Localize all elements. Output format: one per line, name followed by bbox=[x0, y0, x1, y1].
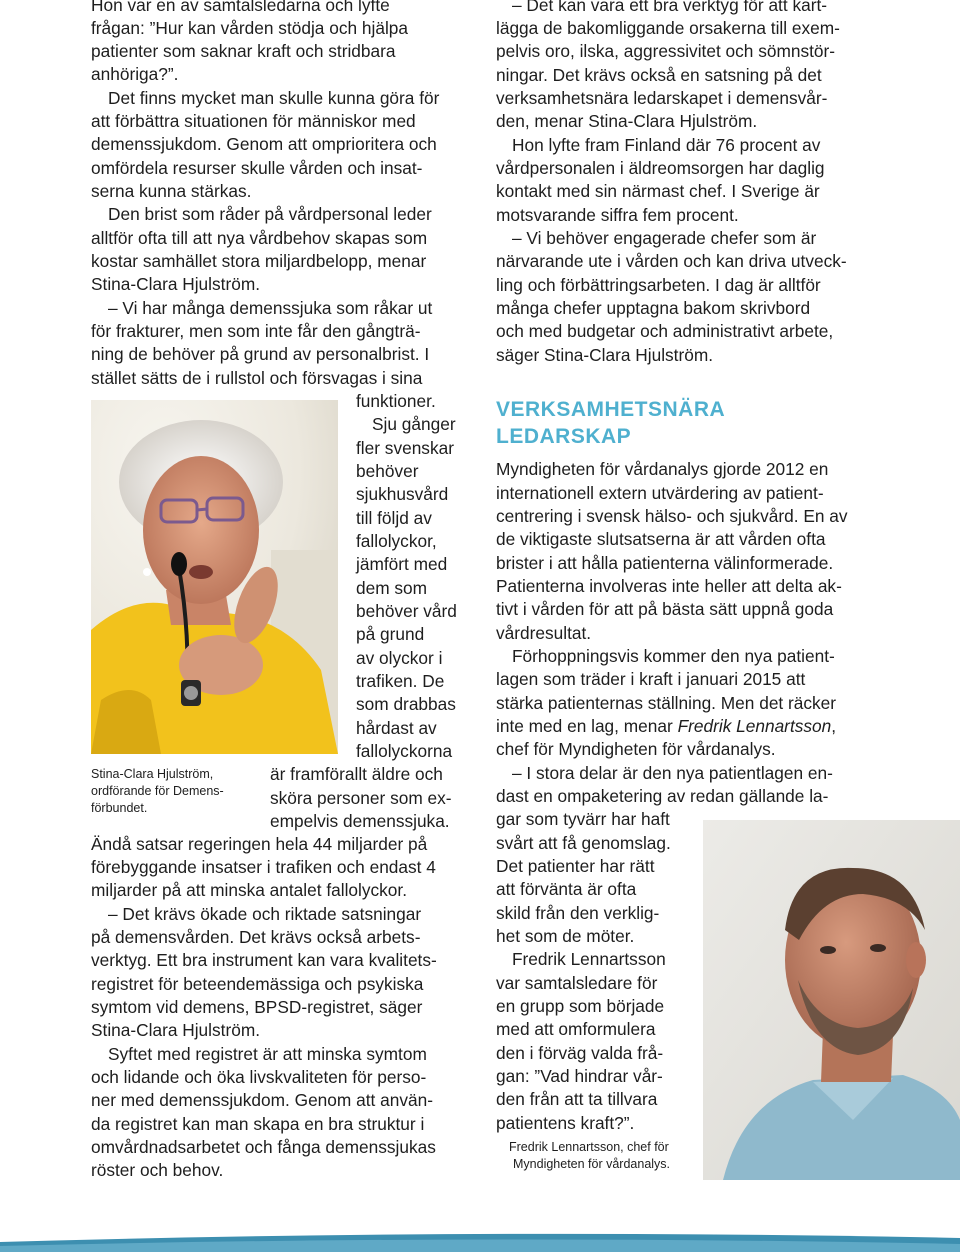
text-line: symtom vid demens, BPSD-registret, säger bbox=[91, 997, 423, 1017]
text-line: Hon lyfte fram Finland där 76 procent av bbox=[512, 135, 821, 155]
text-line: fallolyckor, bbox=[356, 531, 437, 551]
text-line: tivt i vården för att på bästa sätt uppnå goda bbox=[496, 599, 834, 619]
text-line: var samtalsledare för bbox=[496, 973, 658, 993]
text-line: Den brist som råder på vårdpersonal leder bbox=[108, 204, 432, 224]
text-line: med att omformulera bbox=[496, 1019, 656, 1039]
section-heading: LEDARSKAP bbox=[496, 425, 632, 448]
text-line: anhöriga?”. bbox=[91, 64, 179, 84]
text-line: ling och förbättringsarbeten. I dag är alltför bbox=[496, 275, 821, 295]
text-line: är framförallt äldre och bbox=[270, 764, 443, 784]
text-line: internationell extern utvärdering av patient- bbox=[496, 483, 824, 503]
text-line: kontakt med sin närmast chef. I Sverige är bbox=[496, 181, 820, 201]
text-line: – Det kan vara ett bra verktyg för att kart- bbox=[512, 0, 828, 15]
text-line: den, menar Stina-Clara Hjulström. bbox=[496, 111, 758, 131]
text-line: pelvis oro, ilska, aggressivitet och sömnstör- bbox=[496, 41, 836, 61]
text-line: stället sätts de i rullstol och försvagas i sina bbox=[91, 368, 423, 388]
text-line: frågan: ”Hur kan vården stödja och hjälpa bbox=[91, 18, 409, 38]
text-line: stärka patienternas ställning. Men det räcker bbox=[496, 693, 837, 713]
text-line: miljarder på att minska antalet fallolyckor. bbox=[91, 880, 407, 900]
text-line: – Det krävs ökade och riktade satsningar bbox=[108, 904, 422, 924]
text-line: Ändå satsar regeringen hela 44 miljarder på bbox=[91, 834, 428, 854]
text-line: Syftet med registret är att minska symtom bbox=[108, 1044, 427, 1064]
text-line: omfördela resurser skulle vården och insat- bbox=[91, 158, 423, 178]
text-line: att förbättra situationen för människor med bbox=[91, 111, 416, 131]
text-segment: , bbox=[831, 716, 837, 736]
photo-caption: ordförande för Demens- bbox=[91, 784, 224, 798]
text-line: säger Stina-Clara Hjulström. bbox=[496, 345, 714, 365]
photo-caption: förbundet. bbox=[91, 801, 148, 815]
photo-caption: Fredrik Lennartsson, chef för bbox=[509, 1140, 669, 1154]
text-line: vårdresultat. bbox=[496, 623, 592, 643]
text-line: fler svenskar bbox=[356, 438, 454, 458]
text-line: gar som tyvärr har haft bbox=[496, 809, 670, 829]
text-line: verksamhetsnära ledarskapet i demensvår- bbox=[496, 88, 828, 108]
text-line: den i förväg valda frå- bbox=[496, 1043, 664, 1063]
text-segment: inte med en lag, menar bbox=[496, 716, 678, 736]
text-line: dem som bbox=[356, 578, 428, 598]
text-line: da registret kan man skapa en bra struktur i bbox=[91, 1114, 425, 1134]
text-line: motsvarande siffra fem procent. bbox=[496, 205, 739, 225]
text-line: demenssjukdom. Genom att omprioritera och bbox=[91, 134, 437, 154]
text-line: av olyckor i bbox=[356, 648, 443, 668]
text-line: på grund bbox=[356, 624, 425, 644]
section-heading: VERKSAMHETSNÄRA bbox=[496, 398, 726, 421]
text-line: lagen som träder i kraft i januari 2015 att bbox=[496, 669, 806, 689]
person-name: Fredrik Lennartsson bbox=[677, 716, 832, 736]
text-line: trafiken. De bbox=[356, 671, 445, 691]
text-line: funktioner. bbox=[356, 391, 436, 411]
text-line: fallolyckorna bbox=[356, 741, 453, 761]
text-line: behöver bbox=[356, 461, 419, 481]
text-line: på demensvården. Det krävs också arbets- bbox=[91, 927, 421, 947]
text-line: ning de behöver på grund av personalbrist. I bbox=[91, 344, 430, 364]
text-line: jämfört med bbox=[356, 554, 448, 574]
text-line: att förvänta är ofta bbox=[496, 879, 637, 899]
text-line: till följd av bbox=[356, 508, 432, 528]
text-line: – Vi behöver engagerade chefer som är bbox=[512, 228, 817, 248]
text-line: patientens kraft?”. bbox=[496, 1113, 635, 1133]
text-line: som drabbas bbox=[356, 694, 456, 714]
text-line: gan: ”Vad hindrar vår- bbox=[496, 1066, 663, 1086]
text-line: närvarande ute i vården och kan driva utveck- bbox=[496, 251, 847, 271]
text-line: de viktigaste slutsatserna är att vården ofta bbox=[496, 529, 826, 549]
text-line: serna kunna stärkas. bbox=[91, 181, 252, 201]
text-line: Patienterna involveras inte heller att delta ak- bbox=[496, 576, 842, 596]
text-line: kostar samhället stora miljardbelopp, menar bbox=[91, 251, 427, 271]
text-line: skild från den verklig- bbox=[496, 903, 660, 923]
text-line: många chefer upptagna bakom skrivbord bbox=[496, 298, 811, 318]
footer-band bbox=[0, 1228, 960, 1252]
text-line: Det finns mycket man skulle kunna göra för bbox=[108, 88, 440, 108]
text-line: registret för beteendemässiga och psykiska bbox=[91, 974, 424, 994]
photo-caption: Stina-Clara Hjulström, bbox=[91, 767, 214, 781]
text-line: lägga de bakomliggande orsakerna till exem- bbox=[496, 18, 840, 38]
text-line: – I stora delar är den nya patientlagen en- bbox=[512, 763, 833, 783]
text-line: ner med demenssjukdom. Genom att använ- bbox=[91, 1090, 433, 1110]
text-line: ningar. Det krävs också en satsning på det bbox=[496, 65, 822, 85]
text-line: svårt att få genomslag. bbox=[496, 833, 671, 853]
text-line: för frakturer, men som inte får den gångträ- bbox=[91, 321, 421, 341]
text-line: verktyg. Ett bra instrument kan vara kvalitets- bbox=[91, 950, 437, 970]
text-line: alltför ofta till att nya vårdbehov skapas som bbox=[91, 228, 428, 248]
text-line: hårdast av bbox=[356, 718, 437, 738]
text-line: brister i att hålla patienterna välinformerade. bbox=[496, 553, 834, 573]
text-line: sjukhusvård bbox=[356, 484, 449, 504]
text-line: – Vi har många demenssjuka som råkar ut bbox=[108, 298, 433, 318]
text-line: Fredrik Lennartsson bbox=[512, 949, 666, 969]
fredrik-lennartsson-photo bbox=[703, 820, 960, 1180]
text-line bbox=[496, 715, 836, 738]
text-line: förebyggande insatser i trafiken och endast 4 bbox=[91, 857, 436, 877]
text-line: chef för Myndigheten för vårdanalys. bbox=[496, 739, 776, 759]
text-line: empelvis demenssjuka. bbox=[270, 811, 450, 831]
text-line: en grupp som började bbox=[496, 996, 665, 1016]
text-line: sköra personer som ex- bbox=[270, 788, 452, 808]
text-line: Myndigheten för vårdanalys gjorde 2012 en bbox=[496, 459, 829, 479]
text-line: och med budgetar och administrativt arbete, bbox=[496, 321, 834, 341]
text-line: dast en ompaketering av redan gällande la- bbox=[496, 786, 829, 806]
text-line: het som de möter. bbox=[496, 926, 635, 946]
text-line: Det patienter har rätt bbox=[496, 856, 655, 876]
text-line: patienter som saknar kraft och stridbara bbox=[91, 41, 396, 61]
text-line: den från att ta tillvara bbox=[496, 1089, 658, 1109]
text-line: behöver vård bbox=[356, 601, 457, 621]
text-line: omvårdnadsarbetet och fånga demenssjukas bbox=[91, 1137, 436, 1157]
text-line: Förhoppningsvis kommer den nya patient- bbox=[512, 646, 835, 666]
text-line: Stina-Clara Hjulström. bbox=[91, 274, 261, 294]
photo-caption: Myndigheten för vårdanalys. bbox=[513, 1157, 671, 1171]
text-line: vårdpersonalen i äldreomsorgen har daglig bbox=[496, 158, 825, 178]
text-line: och lidande och öka livskvaliteten för perso- bbox=[91, 1067, 427, 1087]
stina-clara-hjulstrom-photo bbox=[91, 400, 338, 754]
text-line: Sju gånger bbox=[372, 414, 456, 434]
text-line: Stina-Clara Hjulström. bbox=[91, 1020, 261, 1040]
text-line: röster och behov. bbox=[91, 1160, 224, 1180]
text-line: Hon var en av samtalsledarna och lyfte bbox=[91, 0, 390, 15]
text-line: centrering i svensk hälso- och sjukvård. En av bbox=[496, 506, 848, 526]
